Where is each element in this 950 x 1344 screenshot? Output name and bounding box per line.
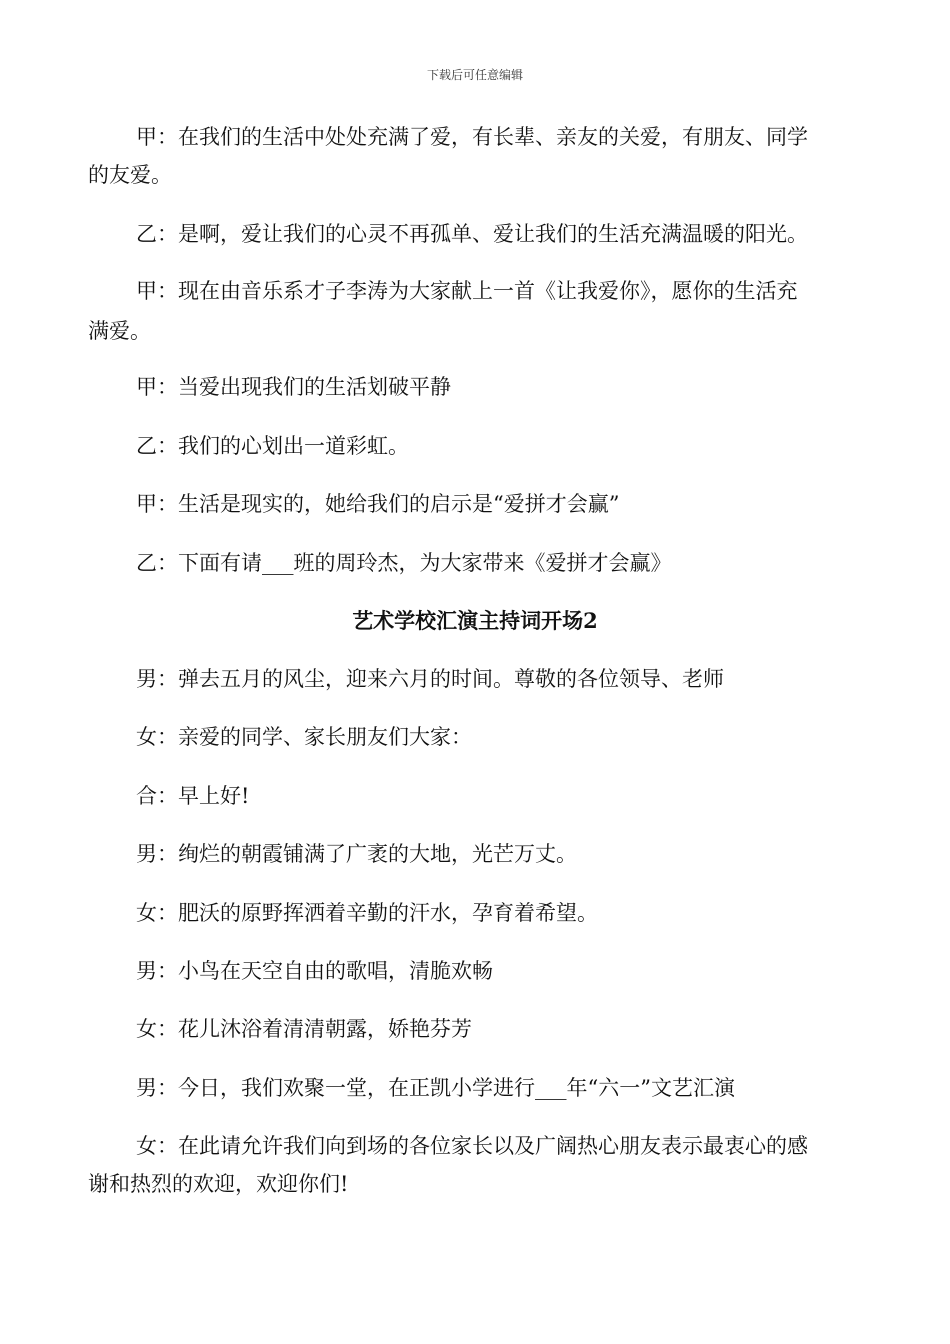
paragraph: 男：弹去五月的风尘，迎来六月的时间。尊敬的各位领导、老师 — [136, 667, 724, 691]
paragraph-line: 甲：现在由音乐系才子李涛为大家献上一首《让我爱你》，愿你的生活充 — [136, 279, 798, 303]
paragraph-line: 谢和热烈的欢迎，欢迎你们! — [88, 1172, 349, 1196]
paragraph: 女：亲爱的同学、家长朋友们大家： — [136, 725, 472, 749]
paragraph-line: 满爱。 — [88, 319, 151, 343]
paragraph-line: 女：在此请允许我们向到场的各位家长以及广阔热心朋友表示最衷心的感 — [136, 1134, 808, 1158]
paragraph-line: 的友爱。 — [88, 163, 172, 187]
paragraph: 乙：是啊，爱让我们的心灵不再孤单、爱让我们的生活充满温暖的阳光。 — [136, 222, 808, 246]
paragraph: 男：绚烂的朝霞铺满了广袤的大地，光芒万丈。 — [136, 842, 577, 866]
page-header: 下载后可任意编辑 — [426, 68, 523, 82]
paragraph: 女：花儿沐浴着清清朝露，娇艳芬芳 — [136, 1017, 472, 1041]
paragraph-line: 甲：在我们的生活中处处充满了爱，有长辈、亲友的关爱，有朋友、同学 — [136, 125, 808, 149]
paragraph: 甲：当爱出现我们的生活划破平静 — [136, 375, 451, 399]
paragraph: 乙：我们的心划出一道彩虹。 — [136, 434, 409, 458]
section-title: 艺术学校汇演主持词开场2 — [352, 608, 598, 633]
paragraph: 男：今日，我们欢聚一堂，在正凯小学进行___年“六一”文艺汇演 — [136, 1076, 735, 1100]
paragraph: 甲：生活是现实的，她给我们的启示是“爱拼才会赢” — [136, 492, 620, 516]
paragraph: 男：小鸟在天空自由的歌唱，清脆欢畅 — [136, 959, 493, 983]
paragraph: 乙：下面有请___班的周玲杰，为大家带来《爱拼才会赢》 — [136, 551, 672, 575]
paragraph: 合：早上好! — [136, 784, 250, 808]
paragraph: 女：肥沃的原野挥洒着辛勤的汗水，孕育着希望。 — [136, 901, 598, 925]
